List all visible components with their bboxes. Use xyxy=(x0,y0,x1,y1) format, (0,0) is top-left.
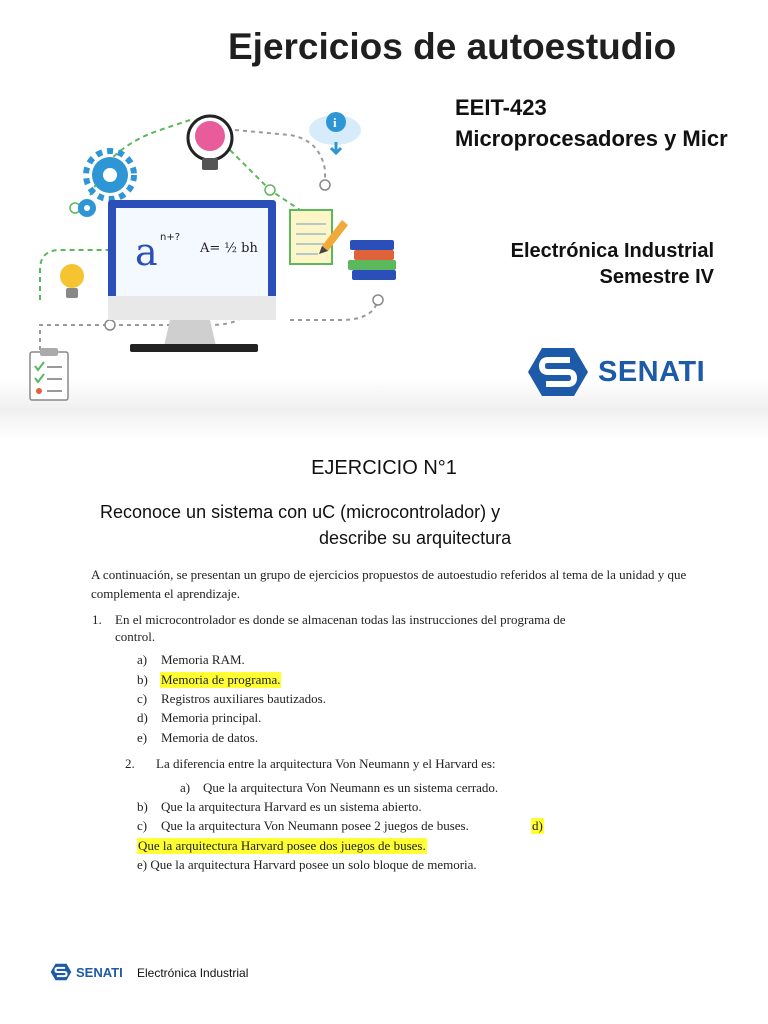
option-letter: a) xyxy=(180,780,191,795)
footer-senati-logo xyxy=(50,963,123,981)
option-letter: d) xyxy=(137,710,148,725)
exercise-subtitle-line2: describe su arquitectura xyxy=(319,528,512,548)
senati-logo-mark xyxy=(526,346,590,398)
question-2-text: La diferencia entre la arquitectura Von Neumann y el Harvard es: xyxy=(156,756,496,771)
course-name: Microprocesadores y Micr xyxy=(455,126,728,151)
senati-logo xyxy=(526,346,705,398)
svg-text:i: i xyxy=(333,115,337,130)
question-1-number: 1. xyxy=(92,612,102,627)
question-2-number: 2. xyxy=(125,756,135,771)
formula-exponent: n+? xyxy=(160,232,181,243)
node-dot xyxy=(265,185,275,195)
option-letter: a) xyxy=(137,652,148,667)
connector-line xyxy=(290,295,378,320)
formula-a: a xyxy=(135,230,158,274)
gear-icon xyxy=(86,151,134,199)
option-text: Memoria de datos. xyxy=(161,730,259,745)
notebook-icon xyxy=(290,210,332,264)
formula-area: A= ½ bh xyxy=(200,241,258,256)
option-letter: e) xyxy=(137,730,148,745)
option-text: Que la arquitectura Von Neumann posee 2 juegos de buses. xyxy=(161,818,469,833)
brain-lightbulb-icon xyxy=(188,116,232,170)
option-text-highlighted: Memoria de programa. xyxy=(161,672,281,687)
option-text: Registros auxiliares bautizados. xyxy=(161,691,326,706)
question-1-text: En el microcontrolador es donde se almacenan todas las instrucciones del programa de xyxy=(115,612,566,627)
semester-label: Semestre IV xyxy=(599,266,714,288)
course-code: EEIT-423 xyxy=(455,95,547,120)
senati-logo-text: SENATI xyxy=(598,355,706,388)
connector-line xyxy=(235,130,325,185)
senati-logo-mark xyxy=(50,963,72,981)
footer-logo-text: SENATI xyxy=(76,964,123,980)
monitor-illustration xyxy=(108,200,276,352)
checklist-icon xyxy=(30,348,68,400)
exercise-title: EJERCICIO N°1 xyxy=(311,457,457,479)
exercise-subtitle-line1: Reconoce un sistema con uC (microcontrolador) y xyxy=(100,502,501,522)
option-text: Que la arquitectura Von Neumann es un sistema cerrado. xyxy=(203,780,499,795)
option-text-highlighted: Que la arquitectura Harvard posee dos juegos de buses. xyxy=(138,838,426,853)
node-dot xyxy=(373,295,383,305)
option-letter-highlighted: d) xyxy=(532,818,543,833)
gear-icon xyxy=(78,199,96,217)
option-text: e) Que la arquitectura Harvard posee un solo bloque de memoria. xyxy=(137,857,477,872)
footer-career: Electrónica Industrial xyxy=(137,966,249,980)
option-letter: b) xyxy=(137,672,148,687)
books-icon xyxy=(348,240,396,280)
node-dot xyxy=(105,320,115,330)
option-text: Memoria principal. xyxy=(161,710,262,725)
option-letter: c) xyxy=(137,691,148,706)
node-dot xyxy=(320,180,330,190)
lightbulb-icon xyxy=(60,264,84,298)
option-letter: b) xyxy=(137,799,148,814)
career-name: Electrónica Industrial xyxy=(510,240,714,262)
cloud-info-icon xyxy=(309,112,361,153)
page-title: Ejercicios de autoestudio xyxy=(228,26,677,67)
option-text: Memoria RAM. xyxy=(161,652,245,667)
education-illustration xyxy=(0,100,440,410)
header-banner xyxy=(0,0,768,440)
question-1-text-cont: control. xyxy=(115,629,156,644)
option-letter: c) xyxy=(137,818,148,833)
intro-paragraph: A continuación, se presentan un grupo de ejercicios propuestos de autoestudio referidos al tema de la unidad y que complementa el aprendizaje. xyxy=(91,567,687,601)
option-text: Que la arquitectura Harvard es un sistema abierto. xyxy=(161,799,422,814)
